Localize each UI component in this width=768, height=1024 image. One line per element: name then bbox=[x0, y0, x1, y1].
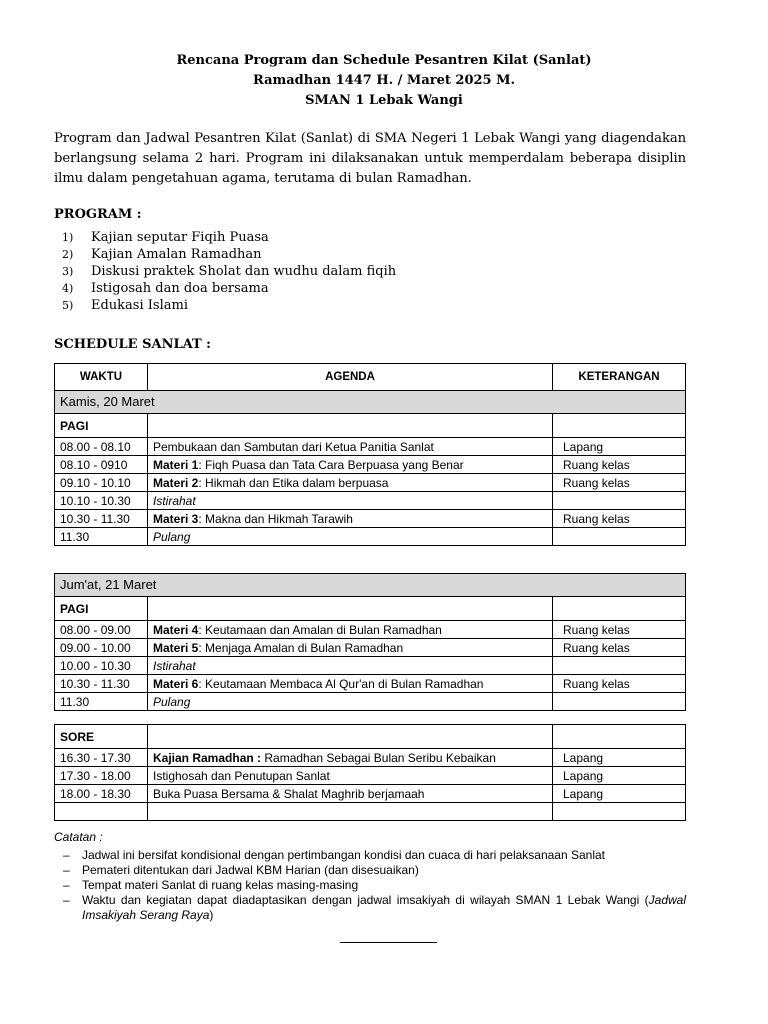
program-item-text: Diskusi praktek Sholat dan wudhu dalam fiqih bbox=[91, 264, 397, 279]
row-note bbox=[553, 803, 686, 821]
table-row bbox=[55, 474, 686, 492]
table-row bbox=[55, 693, 686, 711]
table-row bbox=[55, 456, 686, 474]
column-header-waktu: WAKTU bbox=[55, 364, 148, 391]
row-time: 08.10 - 0910 bbox=[55, 456, 148, 474]
row-note: Ruang kelas bbox=[553, 621, 686, 639]
session-row bbox=[55, 725, 686, 749]
row-agenda: Materi 2: Hikmah dan Etika dalam berpuasa bbox=[148, 474, 553, 492]
row-note: Ruang kelas bbox=[553, 639, 686, 657]
row-agenda: Buka Puasa Bersama & Shalat Maghrib berjamaah bbox=[148, 785, 553, 803]
row-note: Ruang kelas bbox=[553, 675, 686, 693]
row-note: Ruang kelas bbox=[553, 510, 686, 528]
program-heading: PROGRAM : bbox=[54, 207, 142, 222]
table-row bbox=[55, 675, 686, 693]
session-row bbox=[55, 414, 686, 438]
row-agenda: Pembukaan dan Sambutan dari Ketua Panitia Sanlat bbox=[148, 438, 553, 456]
row-agenda: Materi 5: Menjaga Amalan di Bulan Ramadhan bbox=[148, 639, 553, 657]
doc-title: Rencana Program dan Schedule Pesantren Kilat (Sanlat) bbox=[176, 53, 592, 68]
table-row bbox=[55, 749, 686, 767]
session-label: PAGI bbox=[55, 597, 148, 621]
row-agenda: Pulang bbox=[148, 693, 553, 711]
dash-icon: – bbox=[63, 848, 70, 862]
row-time bbox=[55, 803, 148, 821]
row-time: 11.30 bbox=[55, 693, 148, 711]
row-time: 17.30 - 18.00 bbox=[55, 767, 148, 785]
row-time: 16.30 - 17.30 bbox=[55, 749, 148, 767]
row-agenda: Pulang bbox=[148, 528, 553, 546]
program-list bbox=[62, 229, 396, 314]
program-item-text: Edukasi Islami bbox=[91, 298, 188, 313]
program-item bbox=[62, 297, 396, 314]
session-row bbox=[55, 597, 686, 621]
note-item: – Tempat materi Sanlat di ruang kelas masing-masing bbox=[63, 878, 359, 892]
column-header-keterangan: KETERANGAN bbox=[553, 364, 686, 391]
row-agenda: Materi 4: Keutamaan dan Amalan di Bulan Ramadhan bbox=[148, 621, 553, 639]
notes-section bbox=[54, 830, 686, 923]
doc-subtitle-school: SMAN 1 Lebak Wangi bbox=[305, 93, 463, 108]
program-item-text: Istigosah dan doa bersama bbox=[91, 281, 269, 296]
row-note bbox=[553, 693, 686, 711]
row-time: 10.00 - 10.30 bbox=[55, 657, 148, 675]
row-note: Lapang bbox=[553, 438, 686, 456]
program-item-number: 5) bbox=[62, 299, 74, 312]
column-header-agenda: AGENDA bbox=[148, 364, 553, 391]
schedule-table-day1 bbox=[54, 363, 686, 546]
dash-icon: – bbox=[63, 863, 70, 877]
program-item bbox=[62, 246, 396, 263]
session-label: PAGI bbox=[55, 414, 148, 438]
dash-icon: – bbox=[63, 878, 70, 892]
table-row bbox=[55, 621, 686, 639]
row-time: 09.00 - 10.00 bbox=[55, 639, 148, 657]
table-row bbox=[55, 803, 686, 821]
row-note: Lapang bbox=[553, 785, 686, 803]
row-time: 10.10 - 10.30 bbox=[55, 492, 148, 510]
schedule-heading: SCHEDULE SANLAT : bbox=[54, 337, 211, 352]
row-note: Ruang kelas bbox=[553, 474, 686, 492]
program-item bbox=[62, 280, 396, 297]
note-item: – Pemateri ditentukan dari Jadwal KBM Harian (dan disesuaikan) bbox=[63, 863, 419, 877]
day-label: Jum'at, 21 Maret bbox=[55, 574, 686, 597]
table-header-row bbox=[55, 364, 686, 391]
row-note bbox=[553, 528, 686, 546]
program-item-number: 1) bbox=[62, 231, 74, 244]
row-note bbox=[553, 657, 686, 675]
row-time: 08.00 - 09.00 bbox=[55, 621, 148, 639]
row-agenda: Materi 1: Fiqh Puasa dan Tata Cara Berpuasa yang Benar bbox=[148, 456, 553, 474]
row-time: 11.30 bbox=[55, 528, 148, 546]
doc-subtitle-date: Ramadhan 1447 H. / Maret 2025 M. bbox=[252, 73, 516, 88]
intro-paragraph: Program dan Jadwal Pesantren Kilat (Sanlat) di SMA Negeri 1 Lebak Wangi yang diagendakan berlangsung selama 2 hari. Program ini dilaksanakan untuk memperdalam beberapa disiplin ilmu dalam pengetahuan agama, terutama di bulan Ramadhan. bbox=[54, 131, 686, 186]
row-note: Ruang kelas bbox=[553, 456, 686, 474]
table-row bbox=[55, 785, 686, 803]
row-time: 10.30 - 11.30 bbox=[55, 510, 148, 528]
row-agenda: Kajian Ramadhan : Ramadhan Sebagai Bulan Seribu Kebaikan bbox=[148, 749, 553, 767]
row-time: 10.30 - 11.30 bbox=[55, 675, 148, 693]
table-row bbox=[55, 767, 686, 785]
table-row bbox=[55, 492, 686, 510]
row-note: Lapang bbox=[553, 767, 686, 785]
note-item: – Waktu dan kegiatan dapat diadaptasikan dengan jadwal imsakiyah di wilayah SMAN 1 Lebak Wangi (Jadwal Imsakiyah Serang Raya) bbox=[63, 893, 686, 922]
row-agenda: Materi 3: Makna dan Hikmah Tarawih bbox=[148, 510, 553, 528]
day-row bbox=[55, 391, 686, 414]
program-item bbox=[62, 263, 396, 280]
row-time: 18.00 - 18.30 bbox=[55, 785, 148, 803]
notes-caption: Catatan : bbox=[54, 830, 103, 844]
row-note: Lapang bbox=[553, 749, 686, 767]
table-row bbox=[55, 639, 686, 657]
program-item-number: 4) bbox=[62, 282, 74, 295]
day-row bbox=[55, 574, 686, 597]
table-row bbox=[55, 528, 686, 546]
row-note bbox=[553, 492, 686, 510]
program-item-text: Kajian seputar Fiqih Puasa bbox=[91, 230, 269, 245]
program-item bbox=[62, 229, 396, 246]
row-agenda: Materi 6: Keutamaan Membaca Al Qur'an di Bulan Ramadhan bbox=[148, 675, 553, 693]
row-time: 08.00 - 08.10 bbox=[55, 438, 148, 456]
row-agenda: Istighosah dan Penutupan Sanlat bbox=[148, 767, 553, 785]
row-agenda: Istirahat bbox=[148, 492, 553, 510]
row-agenda: Istirahat bbox=[148, 657, 553, 675]
row-agenda bbox=[148, 803, 553, 821]
row-time: 09.10 - 10.10 bbox=[55, 474, 148, 492]
schedule-table-day2 bbox=[54, 573, 686, 711]
table-row bbox=[55, 657, 686, 675]
table-row bbox=[55, 510, 686, 528]
table-row bbox=[55, 438, 686, 456]
end-divider bbox=[340, 942, 437, 943]
session-label: SORE bbox=[55, 725, 148, 749]
day-label: Kamis, 20 Maret bbox=[55, 391, 686, 414]
program-item-number: 3) bbox=[62, 265, 74, 278]
schedule-table-sore bbox=[54, 724, 686, 821]
note-item: – Jadwal ini bersifat kondisional dengan pertimbangan kondisi dan cuaca di hari pelaksanaan Sanlat bbox=[63, 848, 606, 862]
dash-icon: – bbox=[63, 893, 70, 907]
program-item-text: Kajian Amalan Ramadhan bbox=[91, 247, 262, 262]
program-item-number: 2) bbox=[62, 248, 74, 261]
